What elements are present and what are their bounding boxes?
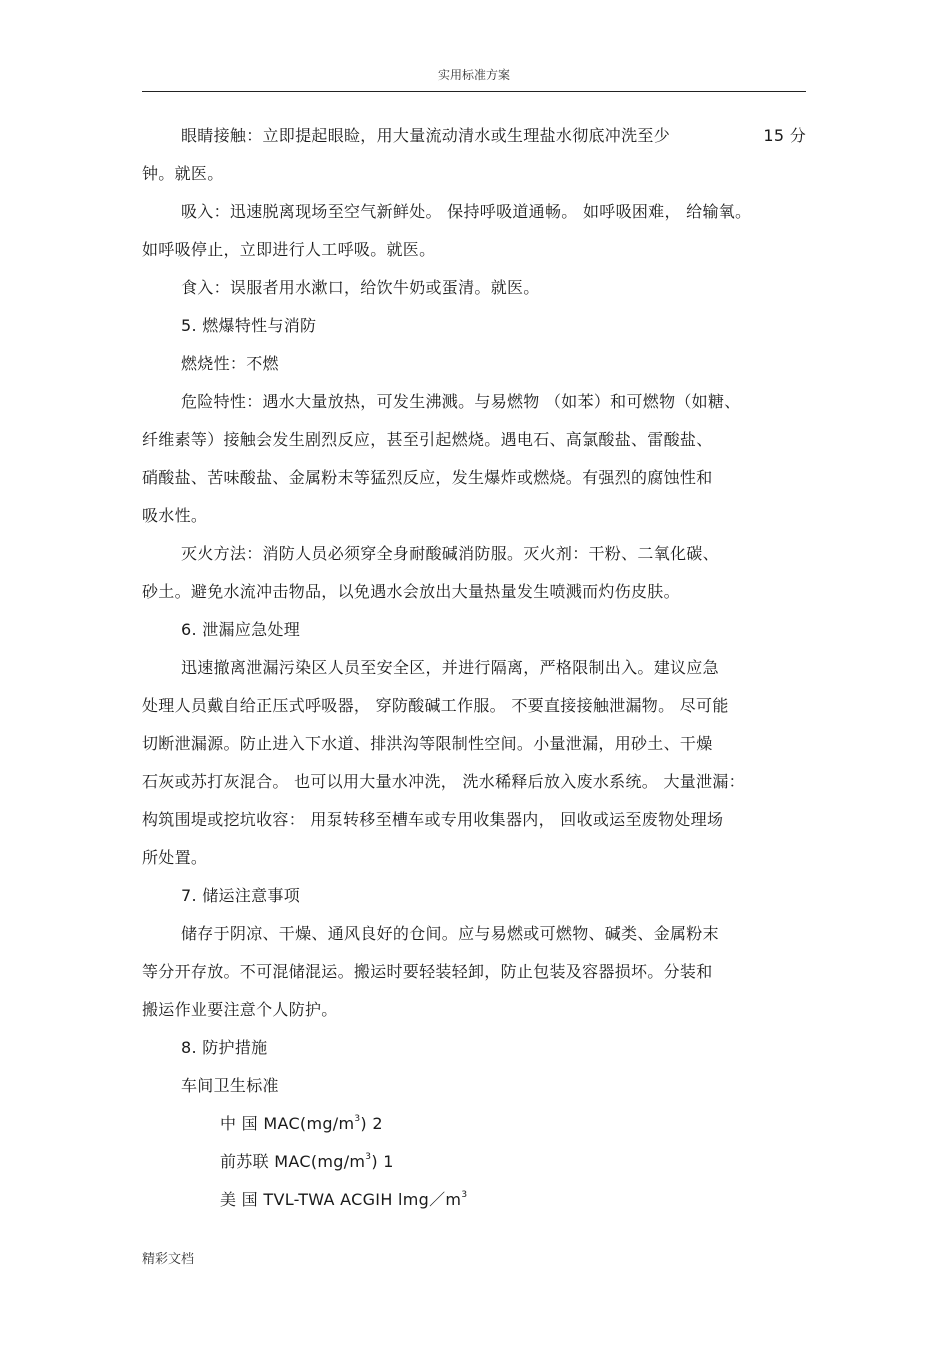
text-line: 吸水性。: [142, 506, 208, 525]
text-line: 处理人员戴自给正压式呼吸器， 穿防酸碱工作服。 不要直接接触泄漏物。 尽可能: [142, 696, 729, 715]
text-line: 迅速撤离泄漏污染区人员至安全区，并进行隔离，严格限制出入。建议应急: [181, 658, 719, 677]
text-line: 灭火方法：消防人员必须穿全身耐酸碱消防服。灭火剂：干粉、二氧化碳、: [181, 544, 719, 563]
text-line: 硝酸盐、苦味酸盐、金属粉末等猛烈反应，发生爆炸或燃烧。有强烈的腐蚀性和: [142, 468, 713, 487]
text-line: [142, 1143, 806, 1181]
text-line: [142, 117, 806, 155]
text-line: 危险特性：遇水大量放热，可发生沸溅。与易燃物 （如苯）和可燃物（如糖、: [181, 392, 741, 411]
text-segment: 眼睛接触：立即提起眼睑，用大量流动清水或生理盐水彻底冲洗至少: [181, 126, 671, 145]
text-line: 所处置。: [142, 848, 208, 867]
text-line: 构筑围堤或挖坑收容： 用泵转移至槽车或专用收集器内， 回收或运至废物处理场: [142, 810, 724, 829]
text-segment: 15 分: [763, 126, 806, 145]
text-line: 7. 储运注意事项: [181, 886, 301, 905]
text-line: 切断泄漏源。防止进入下水道、排洪沟等限制性空间。小量泄漏，用砂土、干燥: [142, 734, 713, 753]
header-divider: [142, 91, 806, 92]
superscript: 3: [365, 1151, 372, 1162]
text-line: 6. 泄漏应急处理: [181, 620, 301, 639]
page-header: 实用标准方案: [437, 68, 510, 82]
text-line: 吸入：迅速脱离现场至空气新鲜处。 保持呼吸道通畅。 如呼吸困难， 给输氧。: [181, 202, 752, 221]
text-line: 燃烧性：不燃: [181, 354, 279, 373]
text-line: 如呼吸停止，立即进行人工呼吸。就医。: [142, 240, 436, 259]
page-footer: 精彩文档: [142, 1252, 195, 1267]
text-line: 等分开存放。不可混储混运。搬运时要轻装轻卸，防止包装及容器损坏。分装和: [142, 962, 713, 981]
text-segment: 美 国 TVL-TWA ACGIH lmg／m: [220, 1190, 462, 1209]
text-line: [142, 1105, 806, 1143]
text-line: 砂土。避免水流冲击物品，以免遇水会放出大量热量发生喷溅而灼伤皮肤。: [142, 582, 680, 601]
superscript: 3: [354, 1113, 361, 1124]
document-body: [142, 117, 806, 1219]
text-line: [142, 1181, 806, 1219]
text-line: 钟。就医。: [142, 164, 224, 183]
superscript: 3: [461, 1189, 468, 1200]
text-segment: ) 1: [371, 1152, 394, 1171]
text-line: 8. 防护措施: [181, 1038, 268, 1057]
text-segment: 中 国 MAC(mg/m: [220, 1114, 355, 1133]
text-line: 纤维素等）接触会发生剧烈反应，甚至引起燃烧。遇电石、高氯酸盐、雷酸盐、: [142, 430, 713, 449]
text-segment: 前苏联 MAC(mg/m: [220, 1152, 366, 1171]
text-segment: ) 2: [360, 1114, 383, 1133]
text-line: 5. 燃爆特性与消防: [181, 316, 317, 335]
text-line: 搬运作业要注意个人防护。: [142, 1000, 338, 1019]
text-line: 车间卫生标准: [181, 1076, 279, 1095]
text-line: 石灰或苏打灰混合。 也可以用大量水冲洗， 洗水稀释后放入废水系统。 大量泄漏：: [142, 772, 745, 791]
text-line: 储存于阴凉、干燥、通风良好的仓间。应与易燃或可燃物、碱类、金属粉末: [181, 924, 719, 943]
text-line: 食入：误服者用水漱口，给饮牛奶或蛋清。就医。: [181, 278, 540, 297]
